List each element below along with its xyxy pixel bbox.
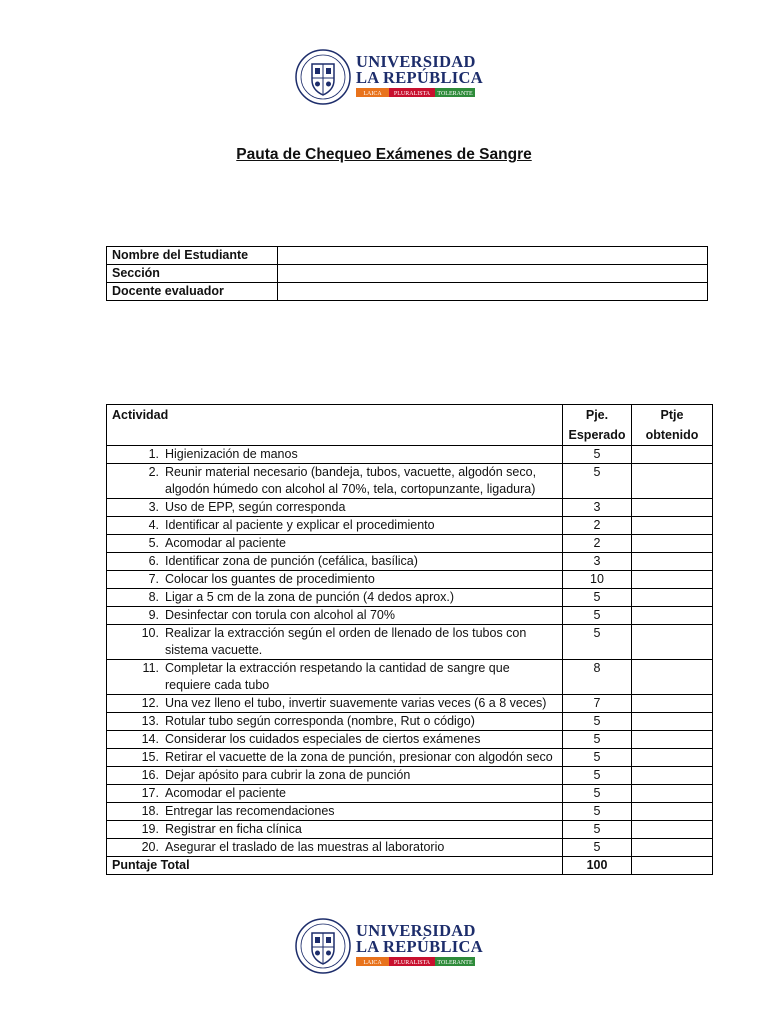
obtained-score-field[interactable] (632, 517, 713, 535)
activity-cell (107, 695, 563, 713)
expected-score-cell: 2 (563, 535, 632, 553)
expected-score-cell: 5 (563, 464, 632, 499)
activity-number: 6. (148, 554, 159, 568)
activity-cell (107, 464, 563, 499)
activity-cell (107, 517, 563, 535)
activity-cell (107, 571, 563, 589)
obtained-score-field[interactable] (632, 589, 713, 607)
total-label: Puntaje Total (107, 857, 563, 875)
activity-text: Entregar las recomendaciones (165, 804, 335, 818)
info-value-field[interactable] (278, 247, 708, 265)
tagline-word-2: PLURALISTA (393, 960, 431, 966)
activity-row (107, 607, 713, 625)
obtained-score-field[interactable] (632, 607, 713, 625)
obtained-score-field[interactable] (632, 821, 713, 839)
header-activity: Actividad (107, 405, 563, 446)
activity-cell (107, 660, 563, 695)
info-row-student-name (107, 247, 708, 265)
activity-text: Considerar los cuidados especiales de ciertos exámenes (165, 732, 481, 746)
activity-row (107, 713, 713, 731)
activity-text: Rotular tubo según corresponda (nombre, Rut o código) (165, 714, 475, 728)
obtained-score-field[interactable] (632, 553, 713, 571)
expected-score-cell: 5 (563, 839, 632, 857)
info-row-evaluator (107, 283, 708, 301)
expected-score-cell: 5 (563, 785, 632, 803)
expected-score-cell: 3 (563, 499, 632, 517)
tagline-word-2: PLURALISTA (393, 91, 431, 97)
activity-row (107, 589, 713, 607)
expected-score-cell: 5 (563, 589, 632, 607)
activity-text: Identificar zona de punción (cefálica, basílica) (165, 554, 418, 568)
activity-number: 20. (141, 840, 159, 854)
expected-score-cell: 5 (563, 731, 632, 749)
university-name-line2: LA REPÚBLICA (356, 68, 483, 87)
activity-text: Registrar en ficha clínica (165, 822, 302, 836)
university-tagline (356, 957, 475, 966)
info-row-section (107, 265, 708, 283)
expected-score-cell: 5 (563, 821, 632, 839)
obtained-score-field[interactable] (632, 535, 713, 553)
activity-number: 3. (148, 500, 159, 514)
expected-score-cell: 3 (563, 553, 632, 571)
info-label: Sección (107, 265, 278, 283)
activity-number: 2. (148, 465, 159, 479)
info-label: Nombre del Estudiante (107, 247, 278, 265)
university-tagline (356, 88, 475, 97)
activity-number: 7. (148, 572, 159, 586)
university-seal-icon (294, 48, 352, 106)
obtained-score-field[interactable] (632, 625, 713, 660)
obtained-score-field[interactable] (632, 749, 713, 767)
expected-score-cell: 10 (563, 571, 632, 589)
page-title: Pauta de Chequeo Exámenes de Sangre (236, 146, 532, 163)
activity-text: Retirar el vacuette de la zona de punción, presionar con algodón seco (165, 750, 553, 764)
activity-cell (107, 553, 563, 571)
activity-row (107, 499, 713, 517)
header-expected-score: Pje. Esperado (563, 405, 632, 446)
obtained-score-field[interactable] (632, 571, 713, 589)
obtained-score-field[interactable] (632, 785, 713, 803)
obtained-score-field[interactable] (632, 446, 713, 464)
activity-cell (107, 607, 563, 625)
activity-row (107, 839, 713, 857)
obtained-score-field[interactable] (632, 464, 713, 499)
activity-cell (107, 499, 563, 517)
activity-text: Completar la extracción respetando la cantidad de sangre que requiere cada tubo (165, 661, 510, 692)
activity-row (107, 660, 713, 695)
expected-score-cell: 5 (563, 446, 632, 464)
university-name-line2: LA REPÚBLICA (356, 937, 483, 956)
table-header-row (107, 405, 713, 446)
university-seal-icon (294, 917, 352, 975)
university-name-line1: UNIVERSIDAD (356, 52, 476, 71)
activity-row (107, 767, 713, 785)
activity-text: Reunir material necesario (bandeja, tubos, vacuette, algodón seco, algodón húmedo con alcohol al 70%, tela, cortopunzante, ligadura) (165, 465, 537, 496)
activity-number: 1. (148, 447, 159, 461)
activity-number: 13. (141, 714, 159, 728)
obtained-score-field[interactable] (632, 499, 713, 517)
obtained-score-field[interactable] (632, 767, 713, 785)
info-label: Docente evaluador (107, 283, 278, 301)
obtained-score-field[interactable] (632, 839, 713, 857)
activity-row (107, 446, 713, 464)
university-logo-bottom (294, 917, 483, 977)
activity-number: 10. (141, 626, 159, 640)
expected-score-cell: 5 (563, 713, 632, 731)
activity-row (107, 571, 713, 589)
obtained-score-field[interactable] (632, 660, 713, 695)
activity-text: Colocar los guantes de procedimiento (165, 572, 375, 586)
activity-row (107, 695, 713, 713)
activity-number: 9. (148, 608, 159, 622)
obtained-score-field[interactable] (632, 803, 713, 821)
info-value-field[interactable] (278, 265, 708, 283)
activity-cell (107, 749, 563, 767)
activity-cell (107, 821, 563, 839)
expected-score-cell: 2 (563, 517, 632, 535)
tagline-word-1: LAICA (363, 91, 382, 97)
activity-row (107, 803, 713, 821)
expected-score-cell: 5 (563, 607, 632, 625)
activity-text: Higienización de manos (165, 447, 298, 461)
obtained-score-field[interactable] (632, 713, 713, 731)
obtained-score-field[interactable] (632, 695, 713, 713)
expected-score-cell: 5 (563, 803, 632, 821)
activity-text: Una vez lleno el tubo, invertir suavemente varias veces (6 a 8 veces) (165, 696, 547, 710)
activity-cell (107, 713, 563, 731)
tagline-word-3: TOLERANTE (437, 91, 473, 97)
tagline-word-1: LAICA (363, 960, 382, 966)
activity-row (107, 731, 713, 749)
activity-cell (107, 839, 563, 857)
activity-number: 8. (148, 590, 159, 604)
obtained-score-field[interactable] (632, 731, 713, 749)
activity-row (107, 785, 713, 803)
activity-row (107, 749, 713, 767)
activities-table (106, 404, 713, 875)
university-logo-top (294, 48, 483, 108)
activity-cell (107, 589, 563, 607)
activity-number: 14. (141, 732, 159, 746)
activity-number: 18. (141, 804, 159, 818)
activity-number: 4. (148, 518, 159, 532)
activity-number: 19. (141, 822, 159, 836)
tagline-word-3: TOLERANTE (437, 960, 473, 966)
activity-number: 5. (148, 536, 159, 550)
university-name-line1: UNIVERSIDAD (356, 921, 476, 940)
activity-text: Acomodar el paciente (165, 786, 286, 800)
header-obtained-score: Ptje obtenido (632, 405, 713, 446)
info-value-field[interactable] (278, 283, 708, 301)
student-info-table (106, 246, 708, 301)
activity-cell (107, 803, 563, 821)
expected-score-cell: 5 (563, 625, 632, 660)
total-row (107, 857, 713, 875)
expected-score-cell: 5 (563, 767, 632, 785)
activity-cell (107, 446, 563, 464)
activity-row (107, 625, 713, 660)
activity-cell (107, 625, 563, 660)
activity-row (107, 553, 713, 571)
activity-cell (107, 731, 563, 749)
activity-row (107, 464, 713, 499)
activity-row (107, 535, 713, 553)
activity-number: 11. (142, 661, 159, 675)
activity-number: 12. (141, 696, 159, 710)
activity-cell (107, 535, 563, 553)
activity-text: Realizar la extracción según el orden de llenado de los tubos con sistema vacuette. (165, 626, 527, 657)
expected-score-cell: 7 (563, 695, 632, 713)
activity-text: Identificar al paciente y explicar el procedimiento (165, 518, 435, 532)
activity-text: Acomodar al paciente (165, 536, 286, 550)
activity-row (107, 517, 713, 535)
activity-number: 15. (141, 750, 159, 764)
activity-text: Ligar a 5 cm de la zona de punción (4 dedos aprox.) (165, 590, 455, 604)
activity-cell (107, 785, 563, 803)
expected-score-cell: 5 (563, 749, 632, 767)
activity-number: 16. (141, 768, 159, 782)
activity-row (107, 821, 713, 839)
activity-text: Dejar apósito para cubrir la zona de punción (165, 768, 411, 782)
total-obtained-field[interactable] (632, 857, 713, 875)
total-expected-score: 100 (563, 857, 632, 875)
activity-number: 17. (141, 786, 159, 800)
activity-text: Uso de EPP, según corresponda (165, 500, 346, 514)
activity-text: Desinfectar con torula con alcohol al 70% (165, 608, 395, 622)
activity-text: Asegurar el traslado de las muestras al laboratorio (165, 840, 445, 854)
activity-cell (107, 767, 563, 785)
expected-score-cell: 8 (563, 660, 632, 695)
